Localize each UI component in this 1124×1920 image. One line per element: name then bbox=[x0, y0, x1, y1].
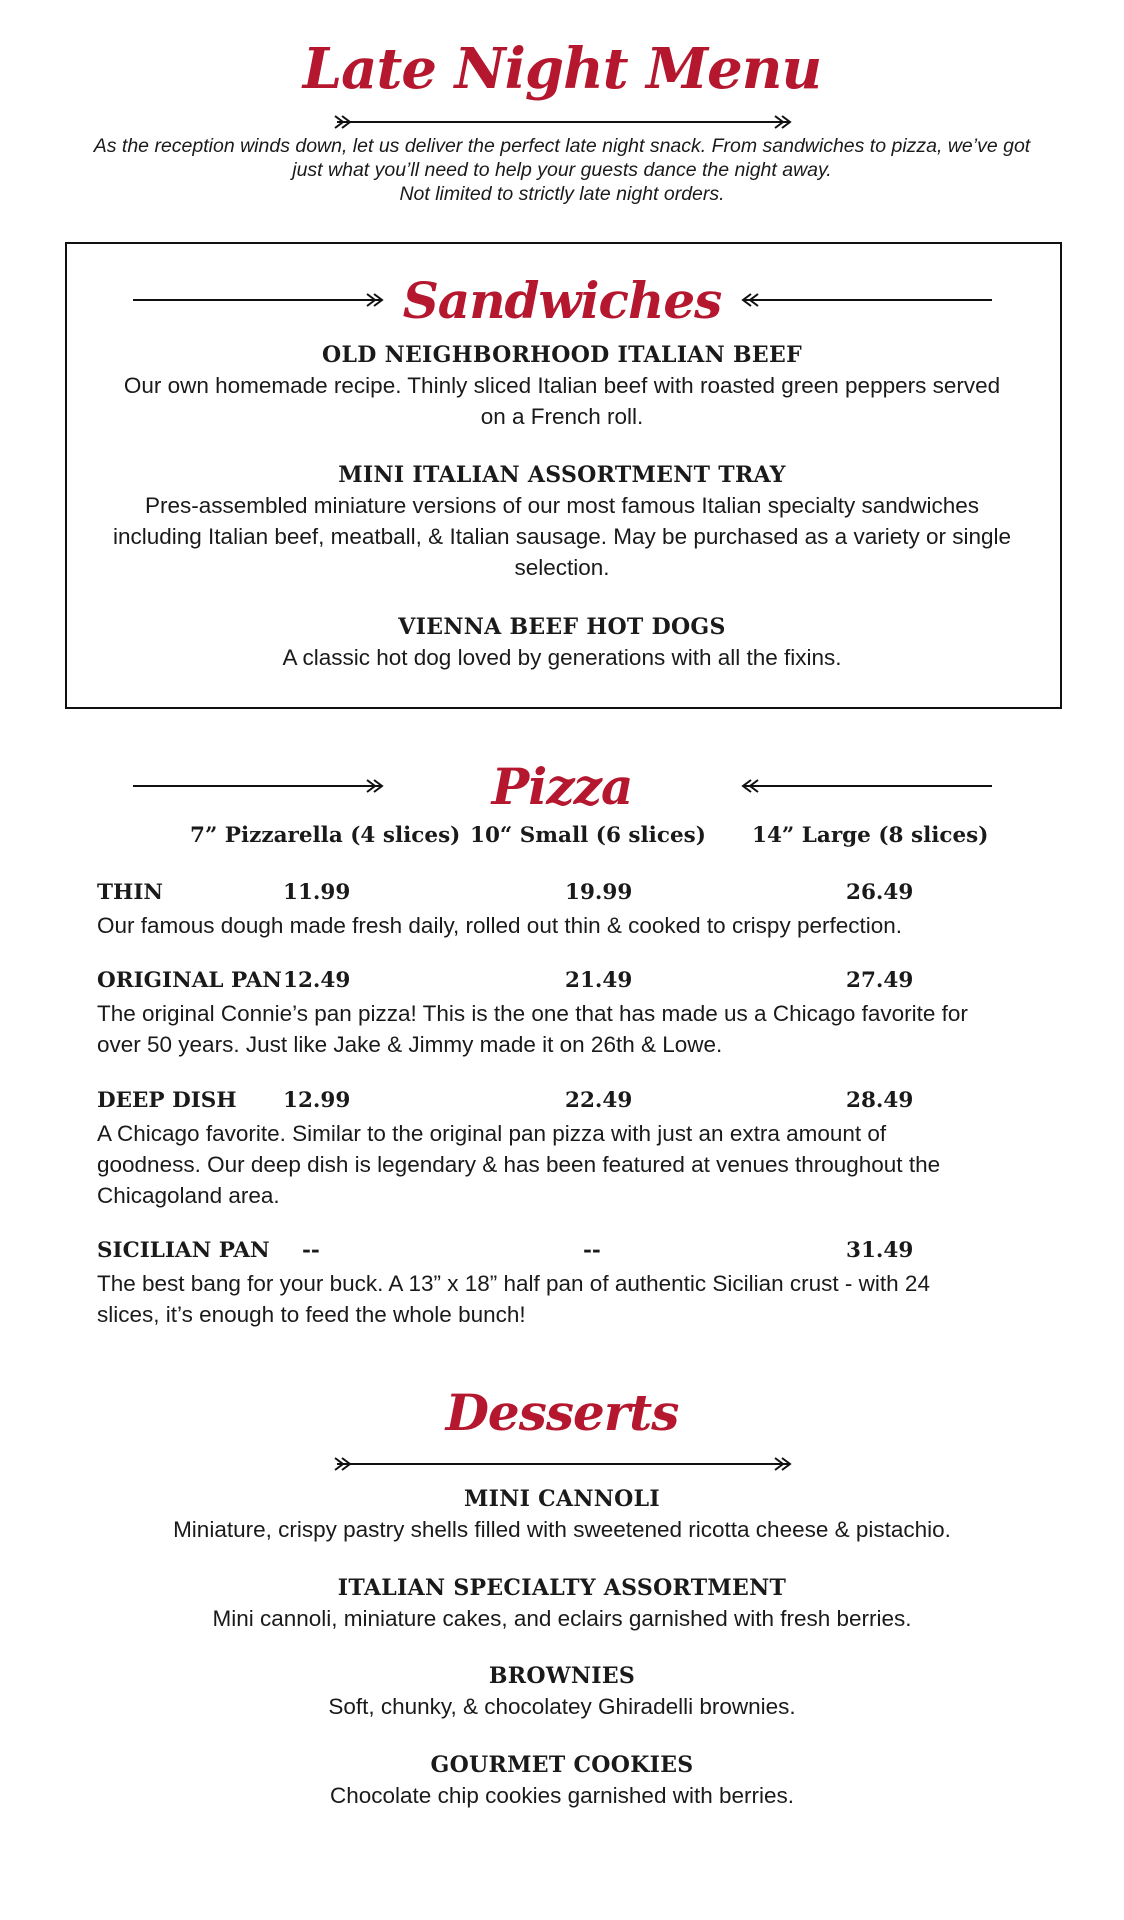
item-name: GOURMET COOKIES bbox=[430, 1752, 694, 1778]
desserts-title: Desserts bbox=[445, 1383, 679, 1442]
pizza-item bbox=[97, 1086, 1027, 1211]
pizza-description bbox=[97, 910, 1027, 941]
price-large: 28.49 bbox=[846, 1088, 914, 1113]
size-header: 7” Pizzarella (4 slices) bbox=[190, 823, 461, 848]
desc-line: Our own homemade recipe. Thinly sliced Italian beef with roasted green peppers served bbox=[123, 373, 1001, 398]
intro-text bbox=[60, 134, 1064, 206]
desc-line: A Chicago favorite. Similar to the original pan pizza with just an extra amount of bbox=[97, 1121, 887, 1146]
item-description: Mini cannoli, miniature cakes, and eclairs garnished with fresh berries. bbox=[212, 1606, 912, 1631]
item-description bbox=[80, 490, 1044, 583]
desc-line: A classic hot dog loved by generations with all the fixins. bbox=[282, 645, 842, 670]
desc-line: The best bang for your buck. A 13” x 18” half pan of authentic Sicilian crust - with 24 bbox=[97, 1271, 930, 1296]
item-description: Chocolate chip cookies garnished with berries. bbox=[330, 1783, 794, 1808]
desc-line: selection. bbox=[514, 555, 610, 580]
item-name: OLD NEIGHBORHOOD ITALIAN BEEF bbox=[322, 342, 802, 368]
pizza-title: Pizza bbox=[491, 757, 633, 816]
desserts-arrow-divider bbox=[333, 1454, 793, 1474]
menu-item bbox=[80, 1750, 1044, 1811]
intro-line: just what you’ll need to help your guests dance the night away. bbox=[292, 159, 832, 181]
size-header: 14” Large (8 slices) bbox=[752, 823, 989, 848]
desc-line: goodness. Our deep dish is legendary & has been featured at venues throughout the bbox=[97, 1152, 941, 1177]
menu-item bbox=[80, 340, 1044, 432]
pizza-name: ORIGINAL PAN bbox=[97, 968, 282, 993]
intro-line: Not limited to strictly late night orders. bbox=[399, 183, 725, 205]
size-header: 10“ Small (6 slices) bbox=[470, 823, 706, 848]
pizza-description bbox=[97, 1118, 1027, 1211]
desc-line: on a French roll. bbox=[480, 404, 644, 429]
desc-line: over 50 years. Just like Jake & Jimmy made it on 26th & Lowe. bbox=[97, 1032, 723, 1057]
desc-line: Our famous dough made fresh daily, rolled out thin & cooked to crispy perfection. bbox=[97, 913, 903, 938]
pizza-item bbox=[97, 1236, 1027, 1330]
pizza-name: SICILIAN PAN bbox=[97, 1238, 270, 1263]
price-medium: 22.49 bbox=[565, 1088, 633, 1113]
desc-line: including Italian beef, meatball, & Italian sausage. May be purchased as a variety or single bbox=[112, 524, 1012, 549]
menu-item bbox=[80, 1573, 1044, 1634]
intro-line: As the reception winds down, let us deliver the perfect late night snack. From sandwiches to pizza, we’ve got bbox=[93, 135, 1031, 157]
desc-line: Chicagoland area. bbox=[97, 1183, 280, 1208]
price-large: 26.49 bbox=[846, 880, 914, 905]
item-description: Soft, chunky, & chocolatey Ghiradelli brownies. bbox=[328, 1694, 796, 1719]
price-large: 31.49 bbox=[846, 1238, 914, 1263]
desc-line: slices, it’s enough to feed the whole bunch! bbox=[97, 1302, 526, 1327]
item-description bbox=[80, 370, 1044, 432]
item-name: MINI ITALIAN ASSORTMENT TRAY bbox=[338, 462, 786, 488]
pizza-right-arrow bbox=[740, 776, 992, 796]
price-medium: 21.49 bbox=[565, 968, 633, 993]
menu-item bbox=[80, 460, 1044, 583]
sandwiches-title: Sandwiches bbox=[402, 271, 722, 330]
pizza-description bbox=[97, 998, 1027, 1060]
price-medium: 19.99 bbox=[565, 880, 633, 905]
price-large: 27.49 bbox=[846, 968, 914, 993]
page-title: Late Night Menu bbox=[302, 36, 822, 102]
price-small: 11.99 bbox=[283, 880, 351, 905]
menu-item bbox=[80, 1484, 1044, 1545]
price-small: 12.49 bbox=[283, 968, 351, 993]
pizza-item bbox=[97, 878, 1027, 941]
pizza-item bbox=[97, 966, 1027, 1060]
item-name: ITALIAN SPECIALTY ASSORTMENT bbox=[337, 1575, 787, 1601]
header-arrow-divider bbox=[333, 112, 793, 132]
desc-line: Pres-assembled miniature versions of our most famous Italian specialty sandwiches bbox=[144, 493, 980, 518]
sandwiches-right-arrow bbox=[740, 290, 992, 310]
item-name: BROWNIES bbox=[488, 1663, 636, 1689]
price-small: -- bbox=[302, 1238, 320, 1263]
pizza-description bbox=[97, 1268, 1027, 1330]
price-small: 12.99 bbox=[283, 1088, 351, 1113]
item-name: VIENNA BEEF HOT DOGS bbox=[398, 614, 726, 640]
menu-item bbox=[80, 612, 1044, 673]
menu-item bbox=[80, 1661, 1044, 1722]
price-medium: -- bbox=[583, 1238, 601, 1263]
pizza-name: THIN bbox=[97, 880, 164, 905]
item-description: Miniature, crispy pastry shells filled with sweetened ricotta cheese & pistachio. bbox=[173, 1517, 951, 1542]
desc-line: The original Connie’s pan pizza! This is the one that has made us a Chicago favorite for bbox=[97, 1001, 968, 1026]
item-name: MINI CANNOLI bbox=[463, 1486, 661, 1512]
item-description bbox=[80, 642, 1044, 673]
pizza-name: DEEP DISH bbox=[97, 1088, 237, 1113]
